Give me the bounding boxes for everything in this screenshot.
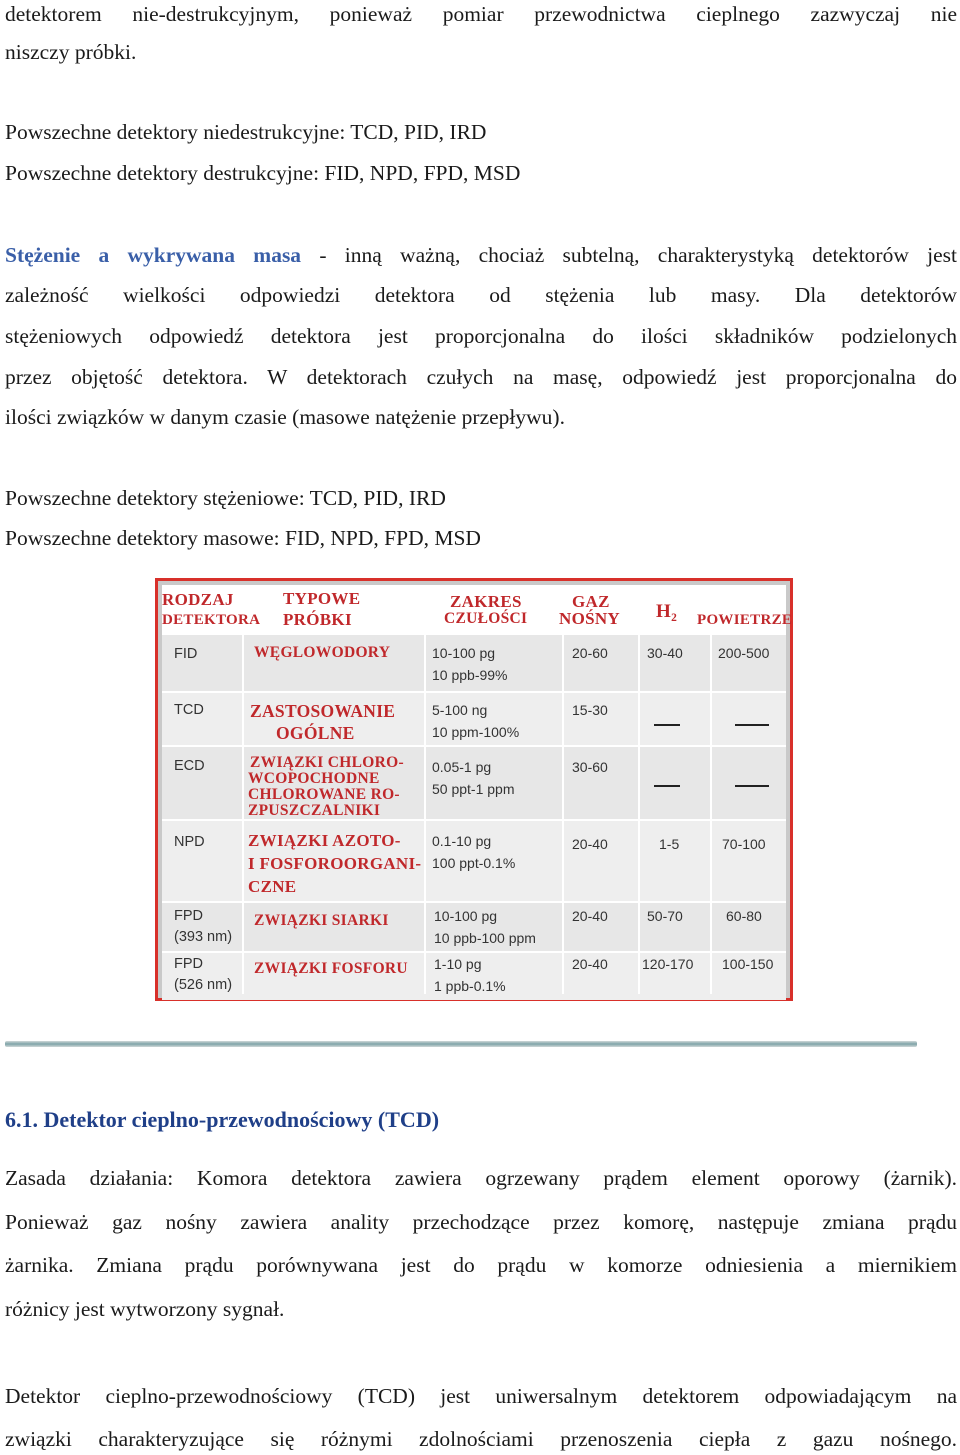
detector-fpd-393-sub: (393 nm) (174, 929, 233, 945)
detector-fpd-526: FPD (174, 956, 203, 972)
header-type-1: RODZAJ (162, 590, 234, 609)
range-tcd-2: 10 ppm-100% (432, 724, 520, 740)
concentration-paragraph-line-2: zależność wielkości odpowiedzi detektora od stężenia lub masy. Dla detektorów (5, 283, 957, 307)
concentration-paragraph-line-3: stężeniowych odpowiedź detektora jest proporcjonalna do ilości składników podzielonych (5, 324, 957, 348)
row-divider (162, 901, 786, 903)
concentration-paragraph-line-5: ilości związków w danym czasie (masowe natężenie przepływu). (5, 405, 565, 429)
mass-detectors-line: Powszechne detektory masowe: FID, NPD, FPD, MSD (5, 526, 481, 550)
air-tcd-dash (735, 724, 769, 726)
detector-ecd: ECD (174, 758, 205, 774)
air-fid: 200-500 (718, 645, 770, 661)
detector-npd: NPD (174, 834, 205, 850)
concentration-paragraph-line-1 (5, 241, 957, 269)
header-samples-2: PRÓBKI (283, 610, 352, 629)
detector-fpd-393: FPD (174, 908, 203, 924)
gas-fpd-393: 20-40 (572, 908, 608, 924)
section-p1-line-3: żarnika. Zmiana prądu porównywana jest do prądu w komorze odniesienia a miernikiem (5, 1253, 957, 1277)
detector-fpd-526-sub: (526 nm) (174, 977, 233, 993)
header-range-2: CZUŁOŚCI (444, 610, 528, 627)
section-title: 6.1. Detektor cieplno-przewodnościowy (TCD) (5, 1107, 440, 1132)
gas-tcd: 15-30 (572, 702, 608, 718)
air-fpd-526: 100-150 (722, 956, 774, 972)
table-header (162, 585, 793, 635)
detector-fid: FID (174, 646, 198, 662)
air-ecd-dash (735, 785, 769, 787)
header-gas-2: NOŚNY (559, 609, 621, 628)
h2-ecd (647, 756, 661, 778)
gas-npd: 20-40 (572, 836, 608, 852)
concentration-lead: Stężenie a wykrywana masa (5, 243, 302, 267)
detector-tcd: TCD (174, 702, 204, 718)
h2-tcd-dash (654, 724, 680, 726)
destructive-detectors-line: Powszechne detektory destrukcyjne: FID, NPD, FPD, MSD (5, 161, 521, 185)
gas-fid: 20-60 (572, 645, 608, 661)
range-fid-1: 10-100 pg (432, 645, 496, 661)
h2-npd: 1-5 (659, 836, 680, 852)
header-h2: H₂ (656, 601, 678, 622)
range-fpd-526-1: 1-10 pg (434, 956, 482, 972)
gas-fpd-526: 20-40 (572, 956, 608, 972)
samples-tcd-1: ZASTOSOWANIE (250, 701, 396, 721)
intro-line-1: detektorem nie-destrukcyjnym, ponieważ pomiar przewodnictwa cieplnego zazwyczaj nie (5, 2, 957, 26)
h2-fid: 30-40 (647, 645, 683, 661)
section-p1-line-2: Ponieważ gaz nośny zawiera anality przechodzące przez komorę, następuje zmiana prądu (5, 1210, 957, 1234)
samples-ecd-1: ZWIĄZKI CHLORO- (250, 754, 404, 771)
header-air: POWIETRZE (697, 612, 793, 628)
column-divider (242, 635, 244, 994)
column-divider (638, 635, 640, 994)
samples-ecd-4: ZPUSZCZALNIKI (248, 802, 381, 819)
air-fpd-393: 60-80 (726, 908, 762, 924)
samples-tcd-2: OGÓLNE (276, 723, 355, 743)
range-tcd-1: 5-100 ng (432, 702, 488, 718)
header-type-2: DETEKTORA (162, 612, 261, 628)
range-fpd-526-2: 1 ppb-0.1% (434, 978, 506, 994)
section-p2-line-2: związki charakteryzujące się różnymi zdolnościami przenoszenia ciepła z gazu nośnego. (5, 1427, 957, 1451)
samples-npd-1: ZWIĄZKI AZOTO- (248, 831, 401, 850)
range-fid-2: 10 ppb-99% (432, 667, 508, 683)
row-divider (162, 691, 786, 693)
header-gas-1: GAZ (572, 592, 610, 611)
column-divider (562, 635, 564, 994)
column-divider (424, 635, 426, 994)
air-tcd (718, 699, 732, 721)
concentration-paragraph-line-4: przez objętość detektora. W detektorach czułych na masę, odpowiedź jest proporcjonalna do (5, 365, 957, 389)
column-divider (710, 635, 712, 994)
samples-fid: WĘGLOWODORY (254, 644, 391, 661)
range-ecd-1: 0.05-1 pg (432, 759, 492, 775)
air-ecd (718, 756, 732, 778)
header-range-1: ZAKRES (450, 592, 522, 611)
concentration-detectors-line: Powszechne detektory stężeniowe: TCD, PID, IRD (5, 486, 446, 510)
air-npd: 70-100 (722, 836, 766, 852)
range-npd-2: 100 ppt-0.1% (432, 855, 516, 871)
samples-ecd-2: WCOPOCHODNE (248, 770, 380, 787)
header-samples-1: TYPOWE (283, 589, 361, 608)
nondestructive-detectors-line: Powszechne detektory niedestrukcyjne: TCD, PID, IRD (5, 120, 487, 144)
h2-ecd-dash (654, 785, 680, 787)
section-p1-line-1: Zasada działania: Komora detektora zawiera ogrzewany prądem element oporowy (żarnik). (5, 1166, 957, 1190)
range-npd-1: 0.1-10 pg (432, 833, 492, 849)
section-p1-line-4: różnicy jest wytworzony sygnał. (5, 1297, 285, 1321)
h2-tcd (647, 699, 661, 721)
gas-ecd: 30-60 (572, 759, 608, 775)
h2-fpd-526: 120-170 (642, 956, 694, 972)
section-p2-line-1: Detektor cieplno-przewodnościowy (TCD) jest uniwersalnym detektorem odpowiadającym na (5, 1384, 957, 1408)
samples-npd-3: CZNE (248, 877, 297, 896)
samples-fpd-393: ZWIĄZKI SIARKI (254, 912, 389, 929)
row-divider (162, 745, 786, 747)
row-divider (162, 819, 786, 821)
samples-npd-2: I FOSFOROORGANI- (248, 854, 422, 873)
range-fpd-393-1: 10-100 pg (434, 908, 498, 924)
samples-fpd-526: ZWIĄZKI FOSFORU (254, 960, 408, 977)
intro-line-2: niszczy próbki. (5, 40, 137, 64)
concentration-line-1-rest: - inną ważną, chociaż subtelną, charakterystyką detektorów jest (301, 243, 957, 267)
h2-fpd-393: 50-70 (647, 908, 683, 924)
horizontal-divider (5, 1041, 917, 1047)
detector-comparison-table (155, 578, 793, 1001)
range-ecd-2: 50 ppt-1 ppm (432, 781, 515, 797)
samples-ecd-3: CHLOROWANE RO- (248, 786, 400, 803)
range-fpd-393-2: 10 ppb-100 ppm (434, 930, 536, 946)
